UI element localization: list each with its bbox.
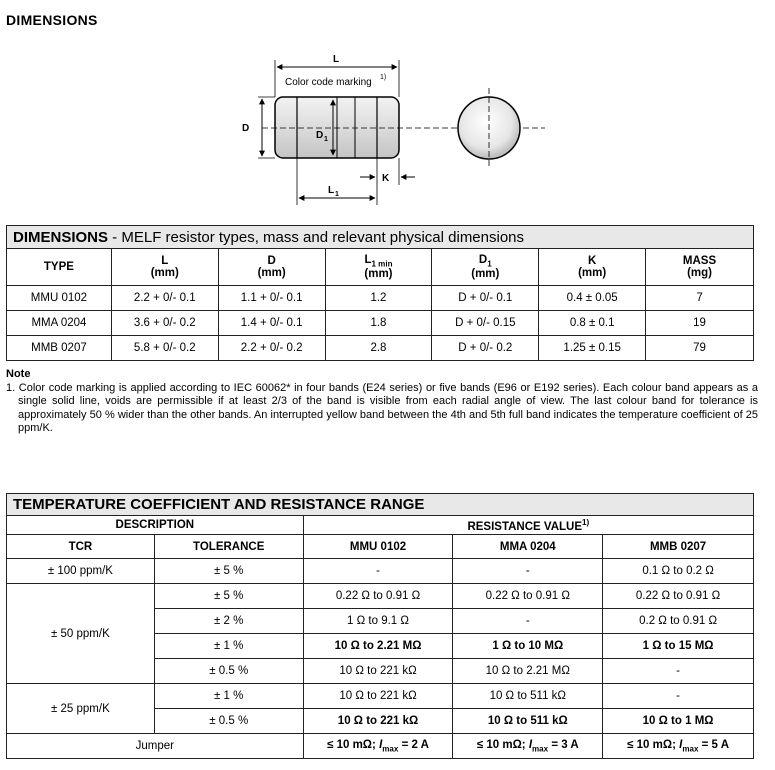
label-D1-sub: 1 [324,136,328,143]
table-row: ± 25 ppm/K ± 1 % 10 Ω to 221 kΩ 10 Ω to 511 kΩ - [7,684,754,709]
label-L1-sub: 1 [335,191,339,198]
melf-dimension-drawing [0,40,775,215]
table-row: MMB 0207 5.8 + 0/- 0.2 2.2 + 0/- 0.2 2.8 D + 0/- 0.2 1.25 ± 0.15 79 [7,336,754,361]
jumper-row [7,734,754,759]
tcr-25: ± 25 ppm/K [7,684,155,734]
label-D1: D [316,130,324,141]
label-L: L [333,54,340,65]
jumper-mmu: ≤ 10 mΩ; $I_{max} = 2$ A [303,734,453,759]
header-L: L (mm) [111,249,218,286]
table-row: MMA 0204 3.6 + 0/- 0.2 1.4 + 0/- 0.1 1.8 D + 0/- 0.15 0.8 ± 0.1 19 [7,311,754,336]
dimensions-table [6,225,754,361]
header-mma-0204: MMA 0204 [453,535,603,559]
label-K: K [382,173,390,184]
resistance-value-header: RESISTANCE VALUE$^{1)}$ [303,516,753,535]
note-title: Note [6,368,31,380]
dimensions-table-title: DIMENSIONS - MELF resistor types, mass and relevant physical dimensions [7,226,754,249]
table-row: ± 2 % 1 Ω to 9.1 Ω - 0.2 Ω to 0.91 Ω [7,609,754,634]
label-color-code: Color code marking [285,77,372,88]
table-row: ± 0.5 % 10 Ω to 221 kΩ 10 Ω to 2.21 MΩ - [7,659,754,684]
dimensions-header-row [7,249,754,286]
label-D: D [242,123,250,134]
header-D1: $D_1$ (mm) [432,249,539,286]
tcr-table [6,493,754,759]
table-row: MMU 0102 2.2 + 0/- 0.1 1.1 + 0/- 0.1 1.2 D + 0/- 0.1 0.4 ± 0.05 7 [7,286,754,311]
jumper-mma: ≤ 10 mΩ; $I_{max} = 3$ A [453,734,603,759]
header-mmu-0102: MMU 0102 [303,535,453,559]
tcr-100: ± 100 ppm/K [7,559,155,584]
label-L1: L [328,185,335,196]
page-heading: DIMENSIONS [6,12,98,28]
header-mass: MASS (mg) [646,249,754,286]
table-row: ± 0.5 % 10 Ω to 221 kΩ 10 Ω to 511 kΩ 10 Ω to 1 MΩ [7,709,754,734]
description-header: DESCRIPTION [7,516,304,535]
label-color-code-sup: 1) [380,74,387,81]
tcr-table-title: TEMPERATURE COEFFICIENT AND RESISTANCE RANGE [7,494,754,516]
jumper-mmb: ≤ 10 mΩ; $I_{max} = 5$ A [603,734,754,759]
header-type: TYPE [7,249,112,286]
tcr-50: ± 50 ppm/K [7,584,155,684]
jumper-label: Jumper [7,734,304,759]
header-L1-min: $L_{1 min}$ (mm) [325,249,432,286]
header-mmb-0207: MMB 0207 [603,535,754,559]
note-block [6,368,758,436]
table-row: ± 1 % 10 Ω to 2.21 MΩ 1 Ω to 10 MΩ 1 Ω to 15 MΩ [7,634,754,659]
header-K: K (mm) [539,249,646,286]
header-tcr: TCR [7,535,155,559]
note-text: 1. Color code marking is applied according to IEC 60062* in four bands (E24 series) or five bands (E96 or E192 series). Each colour band appears as a single solid line, voids are permissible if at least 2/3 of the band is visible from each radial angle of view. The last colour band for tolerance is approximately 50 % wider than the other bands. An interrupted yellow band between the 4th and 5th full band indicates the temperature coefficient of 25 ppm/K. [6,381,758,434]
header-D: D (mm) [218,249,325,286]
header-tolerance: TOLERANCE [154,535,303,559]
table-row: ± 100 ppm/K ± 5 % - - 0.1 Ω to 0.2 Ω [7,559,754,584]
table-row: ± 50 ppm/K ± 5 % 0.22 Ω to 0.91 Ω 0.22 Ω to 0.91 Ω 0.22 Ω to 0.91 Ω [7,584,754,609]
